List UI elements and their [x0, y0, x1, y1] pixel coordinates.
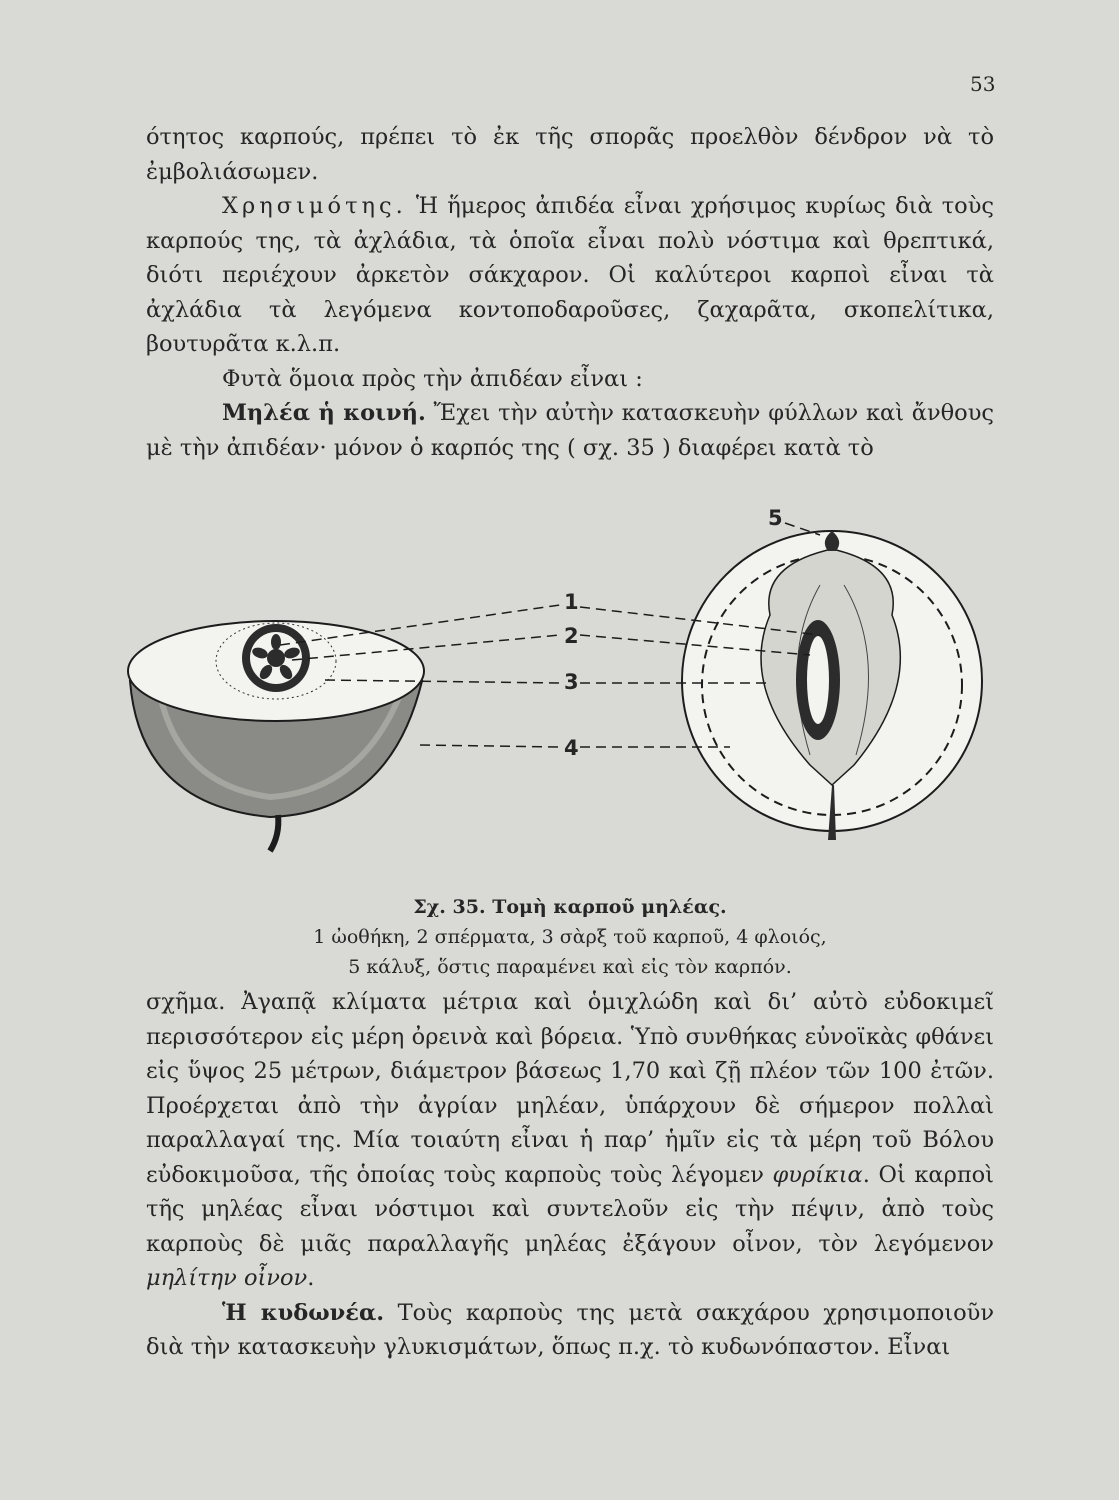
paragraph-1: ότητος καρπούς, πρέπει τὸ ἐκ τῆς σπορᾶς προελθὸν δένδρον νὰ τὸ ἐμβολιάσωμεν.	[146, 124, 994, 185]
top-text-block	[146, 120, 994, 465]
paragraph-6	[146, 1296, 994, 1365]
page-number: 53	[970, 72, 996, 96]
paragraph-5-text-2: . Οἱ καρποὶ τῆς μηλέας εἶναι νόστιμοι καὶ συντελοῦν εἰς τὴν πέψιν, ἀπὸ τοὺς καρποὺς δὲ μιᾶς παραλλαγῆς μηλέας ἐξάγουν οἶνον, τὸν λεγόμενον	[146, 1161, 994, 1257]
paragraph-5-italic-1: φυρίκια	[772, 1161, 863, 1188]
figure-caption-line-2: 5 κάλυξ, ὅστις παραμένει καὶ εἰς τὸν καρπόν.	[348, 956, 792, 978]
figure-label-3: 3	[564, 670, 579, 694]
figure-label-5: 5	[768, 506, 783, 530]
apple-section-figure	[120, 495, 1000, 875]
apple-illustration	[120, 495, 1000, 875]
paragraph-5-italic-2: μηλίτην οἶνον	[146, 1265, 308, 1291]
paragraph-3: Φυτὰ ὅμοια πρὸς τὴν ἀπιδέαν εἶναι :	[222, 365, 643, 392]
apple-vertical-section-drawing	[682, 531, 982, 840]
figure-label-1: 1	[564, 590, 579, 614]
paragraph-4	[146, 396, 994, 465]
figure-label-2: 2	[564, 624, 579, 648]
paragraph-2	[146, 189, 994, 362]
paragraph-2-label: Χρησιμότης.	[222, 193, 407, 219]
paragraph-6-text: Τοὺς καρποὺς της μετὰ σακχάρου χρησιμοποιοῦν διὰ τὴν κατασκευὴν γλυκισμάτων, ὅπως π.χ. τὸ κυδωνόπαστον. Εἶναι	[146, 1299, 994, 1360]
figure-caption-line-1: 1 ὠοθήκη, 2 σπέρματα, 3 σὰρξ τοῦ καρποῦ, 4 φλοιός,	[313, 926, 827, 948]
paragraph-5-end: .	[307, 1265, 315, 1291]
paragraph-5-text: σχῆμα. Ἀγαπᾷ κλίματα μέτρια καὶ ὁμιχλώδη καὶ δι’ αὐτὸ εὐδοκιμεῖ περισσότερον εἰς μέρη ὀρεινὰ καὶ βόρεια. Ὑπὸ συνθήκας εὐνοϊκὰς φθάνει εἰς ὕψος 25 μέτρων, διάμετρον βάσεως 1,70 καὶ ζῇ πλέον τῶν 100 ἐτῶν. Προέρχεται ἀπὸ τὴν ἀγρίαν μηλέαν, ὑπάρχουν δὲ σήμερον πολλαὶ παραλλαγαί της. Μία τοιαύτη εἶναι ἡ παρ’ ἡμῖν εἰς τὰ μέρη τοῦ Βόλου εὐδοκιμοῦσα, τῆς ὁποίας τοὺς καρποὺς τοὺς λέγομεν	[146, 989, 994, 1188]
paragraph-5	[146, 985, 994, 1296]
paragraph-2-text: Ἡ ἥμερος ἀπιδέα εἶναι χρήσιμος κυρίως διὰ τοὺς καρπούς της, τὰ ἀχλάδια, τὰ ὁποῖα εἶναι πολὺ νόστιμα καὶ θρεπτικά, διότι περιέχουν ἀρκετὸν σάκχαρον. Οἱ καλύτεροι καρποὶ εἶναι τὰ ἀχλάδια τὰ λεγόμενα κοντοποδαροῦσες, ζαχαρᾶτα, σκοπελίτικα, βουτυρᾶτα κ.λ.π.	[146, 193, 994, 357]
apple-half-drawing	[128, 621, 424, 851]
paragraph-6-label: Ἡ κυδωνέα.	[222, 1299, 385, 1326]
paragraph-4-text: Ἔχει τὴν αὐτὴν κατασκευὴν φύλλων καὶ ἄνθους μὲ τὴν ἀπιδέαν· μόνον ὁ καρπός της ( σχ. 35 ) διαφέρει κατὰ τὸ	[146, 400, 995, 461]
bottom-text-block	[146, 985, 994, 1365]
figure-caption-title: Σχ. 35. Τομὴ καρποῦ μηλέας.	[413, 896, 727, 918]
figure-label-4: 4	[564, 736, 579, 760]
paragraph-4-label: Μηλέα ἡ κοινή.	[222, 400, 426, 426]
